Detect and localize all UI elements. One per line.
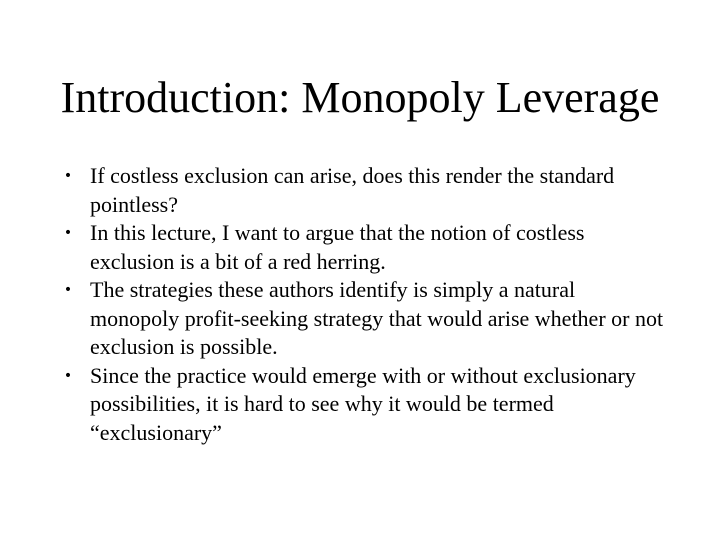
bullet-list	[58, 162, 668, 447]
bullet-item	[58, 276, 668, 362]
bullet-item	[58, 162, 668, 219]
bullet-item	[58, 219, 668, 276]
bullet-icon: •	[63, 168, 73, 184]
bullet-icon: •	[63, 225, 73, 241]
bullet-text: The strategies these authors identify is simply a natural monopoly profit-seeking strategy that would arise whether or not exclusion is possible.	[90, 277, 664, 359]
bullet-text: Since the practice would emerge with or without exclusionary possibilities, it is hard to see why it would be termed “exclusionary”	[90, 362, 636, 445]
bullet-item	[58, 362, 668, 448]
bullet-icon: •	[63, 282, 73, 298]
slide-title: Introduction: Monopoly Leverage	[60, 73, 660, 122]
bullet-icon: •	[63, 367, 73, 384]
bullet-text: In this lecture, I want to argue that the notion of costless exclusion is a bit of a red herring.	[90, 220, 585, 274]
bullet-text: If costless exclusion can arise, does this render the standard pointless?	[90, 163, 615, 217]
